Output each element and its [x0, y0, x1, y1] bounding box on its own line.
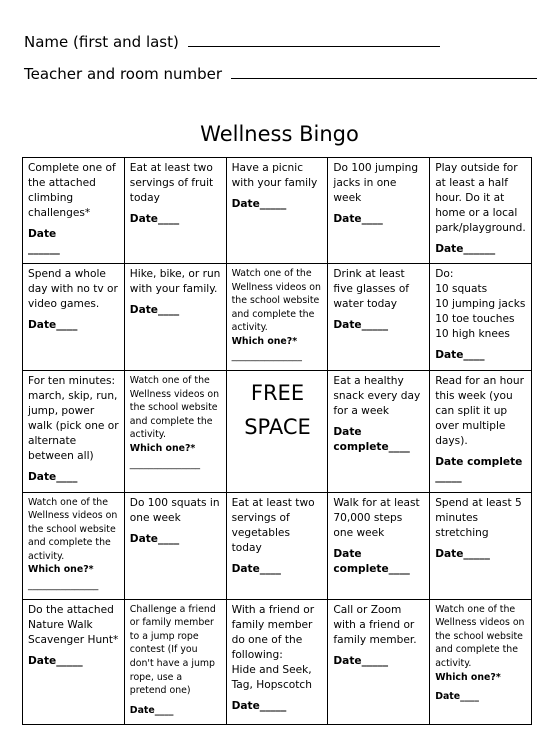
- bingo-cell: [430, 263, 532, 370]
- date-field[interactable]: Date____: [435, 348, 485, 361]
- free-space-label: FREE SPACE: [244, 381, 311, 440]
- date-field[interactable]: Date complete _____: [435, 456, 523, 484]
- task-text: Play outside for at least a half hour. Do it at home or a local park/playground.: [435, 162, 526, 234]
- date-field[interactable]: Date____: [129, 303, 180, 316]
- task-text: Watch one of the Wellness videos on the school website and complete the activity.: [28, 496, 118, 562]
- bingo-cell: [23, 158, 125, 264]
- bingo-cell: [226, 263, 328, 370]
- free-space-cell: [226, 371, 328, 492]
- task-text: With a friend or family member do one of the following: Hide and Seek, Tag, Hopscotch: [231, 603, 315, 691]
- bingo-row: [23, 263, 532, 370]
- teacher-label: Teacher and room number: [24, 65, 223, 83]
- bingo-cell: [430, 599, 532, 724]
- bingo-cell: [124, 371, 226, 492]
- bingo-cell: [430, 492, 532, 599]
- date-field[interactable]: Date_____: [28, 654, 83, 667]
- which-one-label: Which one?*: [129, 442, 196, 454]
- task-text: Eat at least two servings of fruit today: [129, 162, 214, 204]
- date-field[interactable]: Date____: [28, 471, 78, 484]
- date-field[interactable]: Date____: [129, 704, 174, 716]
- task-text: Watch one of the Wellness videos on the school website and complete the activity.: [129, 375, 220, 441]
- date-field[interactable]: Date ______: [28, 228, 60, 255]
- task-text: Read for an hour this week (you can split it up over multiple days).: [435, 375, 524, 448]
- date-field[interactable]: Date_____: [333, 654, 389, 667]
- task-text: Eat a healthy snack every day for a week: [333, 375, 421, 418]
- teacher-field[interactable]: [24, 64, 537, 83]
- task-text: Watch one of the Wellness videos on the school website and complete the activity.: [435, 603, 525, 669]
- task-text: Eat at least two servings of vegetables today: [231, 496, 315, 554]
- bingo-cell: [226, 158, 328, 264]
- bingo-cell: [124, 492, 226, 599]
- bingo-board: [22, 157, 532, 725]
- which-one-label: Which one?*: [435, 671, 501, 683]
- task-text: Call or Zoom with a friend or family member.: [333, 603, 417, 646]
- task-text: Hike, bike, or run with your family.: [129, 267, 221, 295]
- bingo-cell: [124, 263, 226, 370]
- date-field[interactable]: Date____: [28, 318, 78, 331]
- date-field[interactable]: Date____: [435, 691, 479, 703]
- bingo-row: [23, 492, 532, 599]
- bingo-cell: [23, 492, 125, 599]
- name-line[interactable]: [188, 32, 440, 47]
- date-field[interactable]: Date_____: [435, 547, 490, 560]
- task-text: Spend at least 5 minutes stretching: [435, 496, 522, 539]
- bingo-cell: [23, 371, 125, 492]
- bingo-cell: [328, 599, 430, 724]
- date-field[interactable]: Date complete____: [333, 547, 410, 575]
- bingo-cell: [430, 158, 532, 264]
- task-text: Walk for at least 70,000 steps one week: [333, 496, 420, 539]
- date-field[interactable]: Date_____: [231, 198, 287, 210]
- task-text: Do: 10 squats 10 jumping jacks 10 toe touches 10 high knees: [435, 267, 526, 340]
- answer-blank[interactable]: _______________: [28, 580, 99, 592]
- task-text: Do the attached Nature Walk Scavenger Hunt*: [28, 603, 119, 646]
- date-field[interactable]: Date complete____: [333, 426, 410, 454]
- bingo-cell: [23, 599, 125, 724]
- task-text: Drink at least five glasses of water today: [333, 267, 410, 310]
- bingo-cell: [23, 263, 125, 370]
- date-field[interactable]: Date____: [231, 562, 281, 575]
- bingo-cell: [328, 371, 430, 492]
- date-field[interactable]: Date____: [333, 213, 383, 225]
- task-text: Complete one of the attached climbing challenges*: [28, 162, 116, 219]
- bingo-cell: [124, 599, 226, 724]
- bingo-cell: [124, 158, 226, 264]
- name-label: Name (first and last): [24, 33, 179, 51]
- task-text: Spend a whole day with no tv or video games.: [28, 267, 118, 310]
- bingo-cell: [226, 599, 328, 724]
- task-text: Challenge a friend or family member to a jump rope contest (If you don't have a jump rope, use a pretend one): [129, 603, 216, 697]
- bingo-cell: [430, 371, 532, 492]
- bingo-cell: [226, 492, 328, 599]
- name-field[interactable]: [24, 32, 440, 51]
- bingo-cell: [328, 263, 430, 370]
- date-field[interactable]: Date_____: [333, 318, 389, 331]
- bingo-row: [23, 599, 532, 724]
- page-title: Wellness Bingo: [200, 122, 359, 146]
- which-one-label: Which one?*: [28, 564, 94, 576]
- task-text: Do 100 jumping jacks in one week: [333, 162, 419, 204]
- which-one-label: Which one?*: [231, 335, 298, 347]
- bingo-row: [23, 158, 532, 264]
- bingo-cell: [328, 492, 430, 599]
- date-field[interactable]: Date_____: [231, 699, 287, 712]
- date-field[interactable]: Date____: [129, 532, 180, 545]
- task-text: Have a picnic with your family: [231, 162, 318, 189]
- bingo-cell: [328, 158, 430, 264]
- task-text: Watch one of the Wellness videos on the school website and complete the activity.: [231, 267, 321, 334]
- teacher-line[interactable]: [231, 64, 537, 79]
- date-field[interactable]: Date______: [435, 243, 496, 255]
- answer-blank[interactable]: _______________: [231, 351, 302, 363]
- task-text: Do 100 squats in one week: [129, 496, 220, 524]
- answer-blank[interactable]: _______________: [129, 458, 201, 470]
- task-text: For ten minutes: march, skip, run, jump, power walk (pick one or alternate between all): [28, 375, 119, 463]
- bingo-row: [23, 371, 532, 492]
- date-field[interactable]: Date____: [129, 213, 180, 225]
